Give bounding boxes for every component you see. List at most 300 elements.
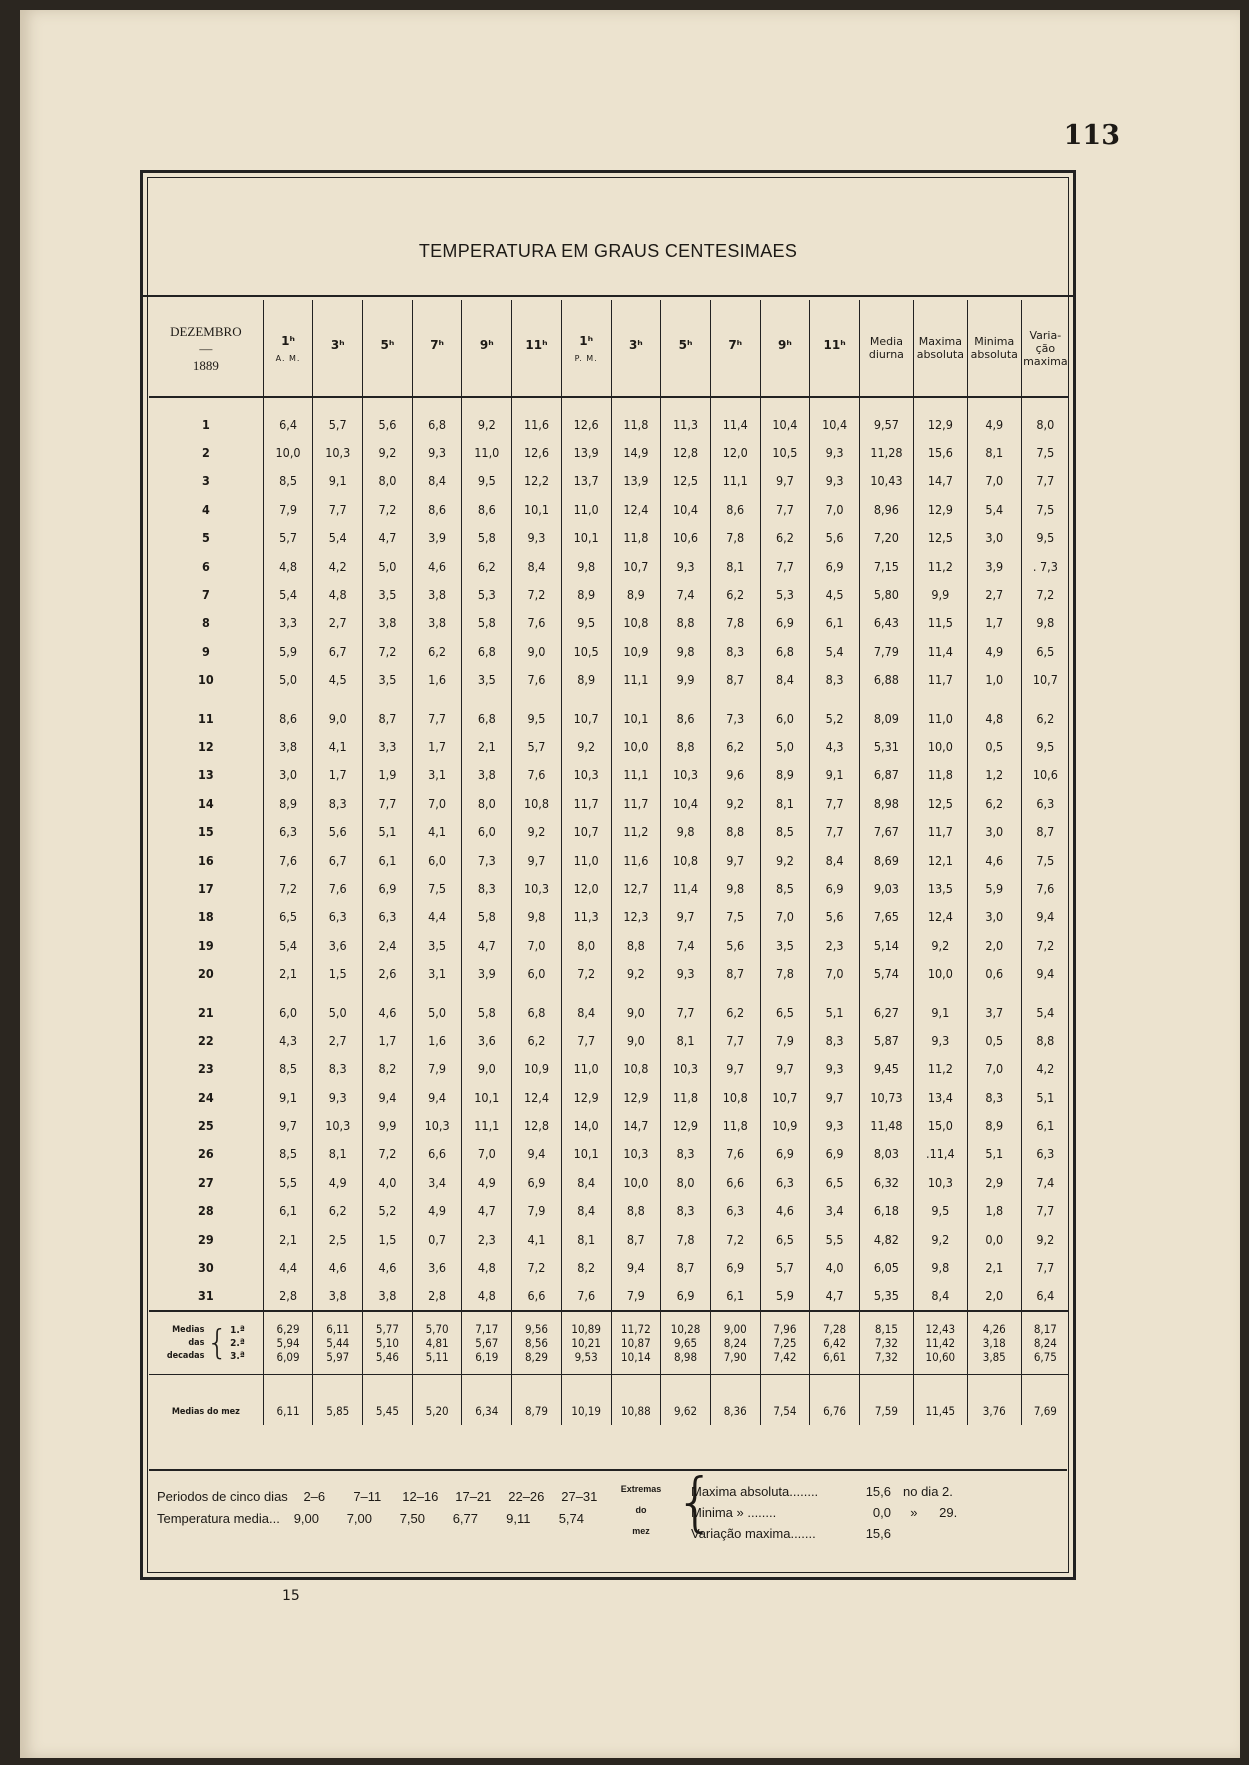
value-cell: 12,0 [710,438,760,466]
table-row [149,874,1069,902]
periods-label: Periodos de cinco dias [157,1488,288,1504]
value-cell: 5,6 [810,524,860,552]
value-cell: 5,7 [760,1253,810,1281]
decade-mean: 8,56 [524,1336,548,1351]
table-row [149,789,1069,817]
header-minima-line: absoluta [970,348,1018,361]
value-cell: 7,79 [859,637,913,665]
value-cell: 9,2 [913,1225,967,1253]
value-cell: 11,4 [710,397,760,438]
value-cell: 7,4 [1036,1174,1055,1190]
value-cell: 10,1 [512,495,562,523]
value-cell: 7,0 [512,931,562,959]
value-cell: 10,3 [313,438,363,466]
extrema-note: no dia 2. [903,1484,953,1499]
value-cell: 2,7 [313,609,363,637]
table-row [149,637,1069,665]
value-cell: 4,5 [810,580,860,608]
value-cell: 9,3 [412,438,462,466]
value-cell: 6,3 [313,903,363,931]
value-cell: 11,0 [913,694,967,732]
decade-mean: 6,09 [276,1350,300,1365]
day-cell: 17 [149,874,263,902]
header-hour-label: 11ʰ [823,338,846,352]
header-hour-9 [661,300,711,397]
value-cell: 7,6 [512,761,562,789]
decades-label [167,1324,205,1363]
value-cell: 10,9 [512,1055,562,1083]
periods-block [157,1485,597,1529]
value-cell: 7,67 [859,817,913,845]
decades-ordinal: 3.ª [230,1350,245,1362]
day-cell: 9 [149,637,263,665]
value-cell: 2,8 [263,1282,313,1311]
value-cell: 4,9 [412,1197,462,1225]
day-cell: 29 [149,1225,263,1253]
value-cell: 8,0 [561,931,611,959]
value-cell: 6,1 [1036,1118,1055,1134]
value-cell: 3,0 [967,903,1021,931]
value-cell: 0,6 [967,959,1021,987]
value-cell: 7,2 [512,580,562,608]
month-mean-cell: 11,45 [913,1375,967,1426]
value-cell: 10,6 [661,524,711,552]
value-cell: 7,2 [363,495,413,523]
header-hour-label: 11ʰ [525,338,548,352]
value-cell: 7,5 [1036,445,1055,461]
header-variacao-line: Varia- [1029,328,1062,342]
header-hour-label: 1ʰ [281,333,295,348]
value-cell: 9,4 [1036,966,1055,982]
value-cell: 8,1 [967,438,1021,466]
value-cell: 10,1 [462,1083,512,1111]
decades-value-cell [561,1311,611,1375]
value-cell: 9,8 [661,637,711,665]
value-cell: 5,4 [810,637,860,665]
value-cell: 4,2 [313,552,363,580]
value-cell: 10,3 [611,1140,661,1168]
value-cell: 9,7 [263,1111,313,1139]
value-cell: 7,8 [760,959,810,987]
value-cell: 9,7 [760,467,810,495]
periods-values [288,1489,606,1504]
value-cell: 6,9 [810,1140,860,1168]
decades-value-cell [1021,1311,1069,1375]
extrema-name: Minima » ........ [691,1505,777,1520]
value-cell: 11,1 [611,666,661,694]
value-cell: 8,3 [661,1197,711,1225]
value-cell: 10,3 [661,1055,711,1083]
value-cell: 9,3 [661,552,711,580]
decades-value-cell [760,1311,810,1375]
value-cell: 7,4 [661,931,711,959]
decades-value-cell [363,1311,413,1375]
decades-value-cell [967,1311,1021,1375]
decades-value-cell [810,1311,860,1375]
value-cell: 8,9 [967,1111,1021,1139]
value-cell: 6,2 [710,988,760,1026]
value-cell: 2,1 [462,732,512,760]
month-means-label-cell [149,1375,263,1426]
value-cell: 6,87 [859,761,913,789]
decades-label-line: Medias [172,1324,205,1335]
month-mean-cell: 10,88 [611,1375,661,1426]
extrema-note: » 29. [903,1505,958,1520]
value-cell: 6,2 [412,637,462,665]
value-cell: 12,9 [661,1111,711,1139]
value-cell: 7,6 [512,666,562,694]
value-cell: 10,0 [913,732,967,760]
month-mean-cell: 8,36 [710,1375,760,1426]
header-dash: — [199,340,213,356]
value-cell: 7,5 [710,903,760,931]
value-cell: 10,9 [760,1111,810,1139]
value-cell: 10,7 [561,817,611,845]
decade-mean: 7,25 [773,1336,797,1351]
value-cell: 3,9 [967,552,1021,580]
value-cell: 8,8 [611,1197,661,1225]
value-cell: 6,8 [462,637,512,665]
day-cell: 26 [149,1140,263,1168]
value-cell: 2,5 [313,1225,363,1253]
value-cell: 11,7 [913,666,967,694]
value-cell: 8,03 [859,1140,913,1168]
value-cell: 6,27 [859,988,913,1026]
value-cell: 11,8 [611,524,661,552]
value-cell: 7,2 [561,959,611,987]
value-cell: 10,3 [313,1111,363,1139]
value-cell: 9,9 [363,1111,413,1139]
extrema-value: 15,6 [865,1484,891,1499]
decade-mean: 9,56 [524,1322,548,1337]
extrema-value: 15,6 [865,1526,891,1541]
value-cell: 9,7 [710,1055,760,1083]
page-number: 113 [1063,120,1120,151]
value-cell: 9,2 [462,397,512,438]
decade-mean: 10,21 [571,1336,601,1351]
header-hour-1 [263,300,313,397]
day-cell: 30 [149,1253,263,1281]
value-cell: 14,0 [561,1111,611,1139]
header-hour-label: 1ʰ [579,333,594,348]
value-cell: 9,7 [760,1055,810,1083]
day-cell: 11 [149,694,263,732]
decade-mean: 12,43 [925,1322,956,1337]
value-cell: 5,1 [363,817,413,845]
value-cell: 8,3 [810,666,860,694]
value-cell: 11,5 [913,609,967,637]
value-cell: 15,0 [913,1111,967,1139]
day-cell: 16 [149,846,263,874]
value-cell: 9,0 [512,637,562,665]
period-temp: 7,50 [399,1510,425,1526]
value-cell: 6,9 [810,552,860,580]
decade-mean: 5,67 [475,1336,499,1351]
period-range: 2–6 [303,1488,326,1504]
value-cell: 11,8 [661,1083,711,1111]
value-cell: 6,6 [412,1140,462,1168]
value-cell: 12,8 [512,1111,562,1139]
value-cell: 7,9 [611,1282,661,1311]
value-cell: 6,2 [313,1197,363,1225]
value-cell: 12,9 [611,1083,661,1111]
value-cell: 9,2 [561,732,611,760]
value-cell: 9,2 [611,959,661,987]
value-cell: 9,0 [462,1055,512,1083]
decade-mean: 8,15 [874,1322,898,1337]
value-cell: 7,7 [710,1026,760,1054]
value-cell: 8,4 [561,1168,611,1196]
value-cell: 11,8 [913,761,967,789]
value-cell: .11,4 [913,1140,967,1168]
value-cell: 7,2 [1036,587,1055,603]
value-cell: 10,43 [859,467,913,495]
value-cell: 5,7 [512,732,562,760]
value-cell: 2,3 [462,1225,512,1253]
value-cell: 9,3 [913,1026,967,1054]
month-mean-cell: 5,85 [313,1375,363,1426]
value-cell: 6,2 [760,524,810,552]
value-cell: 4,1 [512,1225,562,1253]
value-cell: 4,1 [313,732,363,760]
period-range: 17–21 [455,1488,492,1504]
month-mean-cell: 5,45 [363,1375,413,1426]
value-cell: 13,5 [913,874,967,902]
decades-value-cell [661,1311,711,1375]
value-cell: 5,9 [760,1282,810,1311]
header-date [149,300,263,397]
decade-mean: 11,42 [925,1336,956,1351]
table-row [149,732,1069,760]
value-cell: 3,1 [412,761,462,789]
value-cell: 9,9 [661,666,711,694]
value-cell: 0,5 [967,1026,1021,1054]
value-cell: 10,8 [611,609,661,637]
value-cell: 7,15 [859,552,913,580]
value-cell: 10,4 [661,789,711,817]
value-cell: 4,1 [412,817,462,845]
decade-mean: 11,72 [621,1322,651,1337]
header-hour-12 [810,300,860,397]
value-cell: 8,9 [561,666,611,694]
value-cell: 12,6 [512,438,562,466]
value-cell: 9,0 [611,1026,661,1054]
value-cell: 6,5 [760,988,810,1026]
header-maxima-line: absoluta [916,348,964,361]
decade-mean: 5,97 [326,1350,350,1365]
value-cell: 8,0 [1036,416,1055,432]
value-cell: 5,80 [859,580,913,608]
value-cell: 9,4 [363,1083,413,1111]
value-cell: 8,5 [760,874,810,902]
value-cell: 10,3 [512,874,562,902]
extremas-label-3: mez [632,1526,650,1536]
value-cell: 6,3 [760,1168,810,1196]
value-cell: 12,4 [512,1083,562,1111]
value-cell: 4,82 [859,1225,913,1253]
decades-label-line: decadas [166,1350,205,1361]
decade-mean: 8,98 [674,1350,698,1365]
value-cell: 9,7 [512,846,562,874]
value-cell: 8,1 [661,1026,711,1054]
value-cell: 12,0 [561,874,611,902]
value-cell: 7,6 [561,1282,611,1311]
table-row [149,761,1069,789]
value-cell: 5,0 [263,666,313,694]
value-cell: 4,9 [967,637,1021,665]
value-cell: 9,3 [810,467,860,495]
value-cell: 6,6 [710,1168,760,1196]
value-cell: 1,0 [967,666,1021,694]
value-cell: 4,7 [363,524,413,552]
header-hour-3 [363,300,413,397]
decade-mean: 5,94 [276,1336,300,1351]
value-cell: 13,9 [611,467,661,495]
value-cell: 9,8 [661,817,711,845]
value-cell: 6,8 [512,988,562,1026]
value-cell: 1,7 [313,761,363,789]
value-cell: 7,2 [263,874,313,902]
decade-mean: 10,87 [621,1336,651,1351]
value-cell: 9,2 [760,846,810,874]
value-cell: 6,8 [760,637,810,665]
value-cell: 8,1 [710,552,760,580]
table-row [149,580,1069,608]
value-cell: 11,3 [661,397,711,438]
value-cell: 7,7 [760,552,810,580]
decade-mean: 8,17 [1033,1322,1057,1337]
value-cell: 2,1 [263,959,313,987]
period-temp: 6,77 [452,1510,478,1526]
value-cell: 9,2 [363,438,413,466]
value-cell: 6,5 [263,903,313,931]
value-cell: 4,4 [412,903,462,931]
value-cell: 11,4 [913,637,967,665]
value-cell: 2,3 [810,931,860,959]
value-cell: 6,9 [810,874,860,902]
temps-row [157,1507,597,1529]
value-cell: 11,4 [661,874,711,902]
value-cell: 4,5 [313,666,363,694]
value-cell: 10,3 [412,1111,462,1139]
value-cell: 11,0 [561,495,611,523]
value-cell: 9,57 [859,397,913,438]
value-cell: 11,7 [561,789,611,817]
value-cell: 8,8 [661,609,711,637]
value-cell: 8,3 [810,1026,860,1054]
decades-ordinal: 1.ª [230,1324,245,1336]
value-cell: 7,20 [859,524,913,552]
value-cell: 8,8 [710,817,760,845]
value-cell: 4,7 [462,931,512,959]
value-cell: 9,6 [710,761,760,789]
day-cell: 8 [149,609,263,637]
value-cell: 3,8 [263,732,313,760]
value-cell: 5,0 [313,988,363,1026]
value-cell: 5,74 [859,959,913,987]
value-cell: 6,88 [859,666,913,694]
header-hour-10 [710,300,760,397]
decade-mean: 4,81 [425,1336,449,1351]
value-cell: 10,4 [810,397,860,438]
value-cell: 3,9 [462,959,512,987]
extremas-rows [691,1481,957,1544]
value-cell: 9,8 [561,552,611,580]
value-cell: 10,7 [1032,672,1058,688]
value-cell: 3,6 [313,931,363,959]
value-cell: 6,2 [462,552,512,580]
decade-mean: 7,28 [823,1322,847,1337]
value-cell: 9,3 [661,959,711,987]
decades-label-cell [149,1311,263,1375]
value-cell: 2,7 [967,580,1021,608]
value-cell: 7,7 [810,817,860,845]
value-cell: 11,0 [561,846,611,874]
value-cell: 4,9 [967,397,1021,438]
month-mean-cell: 6,34 [462,1375,512,1426]
value-cell: 6,32 [859,1168,913,1196]
decade-mean: 9,00 [723,1322,747,1337]
decades-value-cell [412,1311,462,1375]
value-cell: 8,8 [661,732,711,760]
value-cell: 6,3 [1036,1146,1055,1162]
value-cell: 6,9 [661,1282,711,1311]
value-cell: 8,5 [760,817,810,845]
value-cell: 9,5 [913,1197,967,1225]
value-cell: 9,8 [710,874,760,902]
decades-value-cell [710,1311,760,1375]
table-row [149,694,1069,732]
page [20,10,1240,1758]
decade-mean: 5,70 [425,1322,449,1337]
value-cell: 6,1 [263,1197,313,1225]
table-row [149,524,1069,552]
value-cell: 13,4 [913,1083,967,1111]
value-cell: 10,5 [760,438,810,466]
decades-brace: { [206,1323,229,1364]
extrema-name: Variação maxima....... [691,1526,816,1541]
value-cell: 5,3 [760,580,810,608]
value-cell: 9,2 [913,931,967,959]
value-cell: 10,1 [561,524,611,552]
value-cell: 7,7 [1036,473,1055,489]
day-cell: 22 [149,1026,263,1054]
value-cell: 10,7 [611,552,661,580]
header-hour-4 [412,300,462,397]
header-hour-5 [462,300,512,397]
value-cell: 10,3 [561,761,611,789]
value-cell: 1,5 [363,1225,413,1253]
value-cell: 3,8 [412,609,462,637]
value-cell: 4,3 [263,1026,313,1054]
value-cell: 11,6 [611,846,661,874]
day-cell: 3 [149,467,263,495]
value-cell: 8,3 [710,637,760,665]
value-cell: 7,5 [412,874,462,902]
value-cell: 3,8 [363,1282,413,1311]
value-cell: 8,5 [263,1055,313,1083]
table-row [149,1026,1069,1054]
month-mean-cell: 6,11 [263,1375,313,1426]
value-cell: 3,3 [363,732,413,760]
value-cell: 4,8 [967,694,1021,732]
decade-mean: 6,61 [823,1350,847,1365]
value-cell: 11,0 [462,438,512,466]
header-hour-8 [611,300,661,397]
day-cell: 7 [149,580,263,608]
value-cell: 4,7 [462,1197,512,1225]
value-cell: 6,8 [412,397,462,438]
